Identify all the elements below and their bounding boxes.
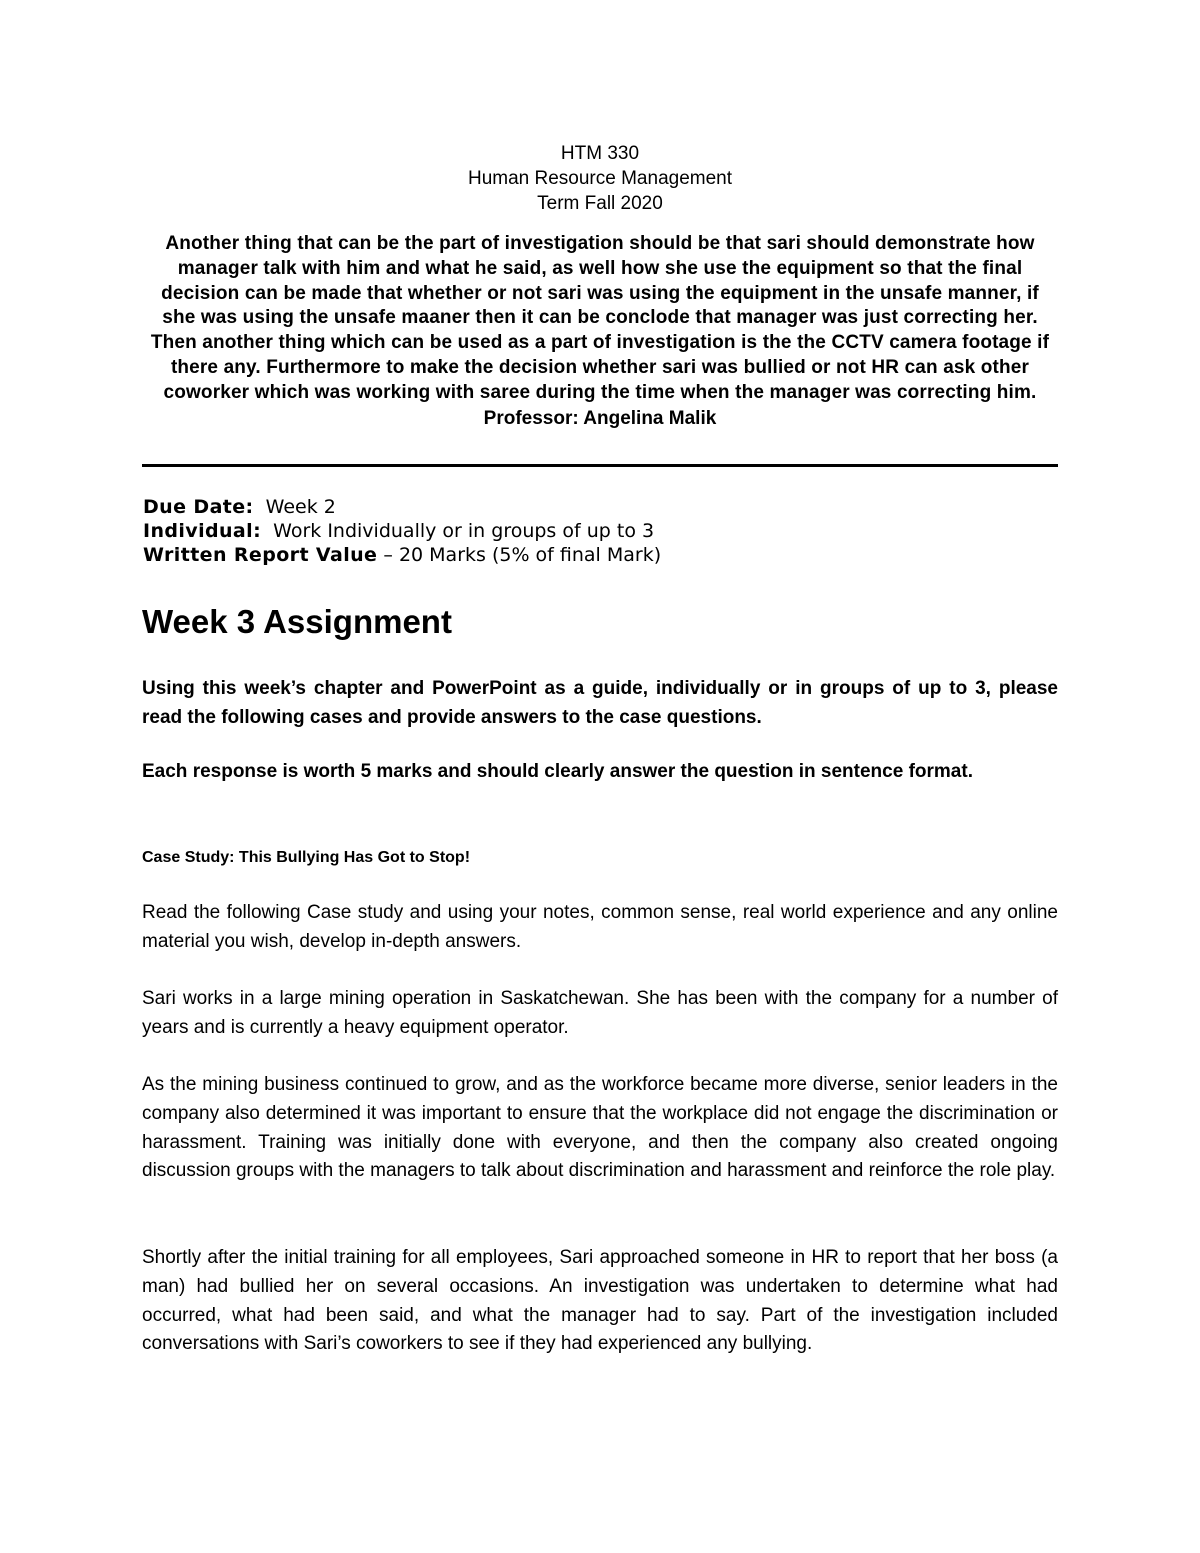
due-date-line <box>143 495 1059 519</box>
course-code: HTM 330 <box>560 143 640 164</box>
course-name: Human Resource Management <box>467 168 733 189</box>
due-date-value: Week 2 <box>265 496 336 518</box>
header-divider <box>142 464 1058 467</box>
report-value-line <box>143 543 1059 567</box>
due-date-label: Due Date: <box>143 496 254 518</box>
document-header <box>142 141 1058 431</box>
case-paragraph-4: Shortly after the initial training for all employees, Sari approached someone in HR to report that her boss (a man) had bullied her on several occasions. An investigation was undertaken to determine what had occurred, what had been said, and what the manager had to say. Part of the investigation included conversations with Sari’s coworkers to see if they had experienced any bullying. <box>142 1247 1058 1355</box>
assignment-instructions: Using this week’s chapter and PowerPoint as a guide, individually or in groups of up to 3, please read the following cases and provide answers to the case questions. <box>142 678 1058 728</box>
case-study-heading: Case Study: This Bullying Has Got to Stop! <box>142 849 471 866</box>
assignment-meta <box>143 495 1059 567</box>
case-paragraph-3: As the mining business continued to grow, and as the workforce became more diverse, senior leaders in the company also determined it was important to ensure that the workplace did not engage the discrimination or harassment. Training was initially done with everyone, and then the company also created ongoing discussion groups with the managers to talk about discrimination and harassment and reinforce the role play. <box>142 1074 1058 1182</box>
term: Term Fall 2020 <box>537 193 663 214</box>
report-value-value: – 20 Marks (5% of final Mark) <box>383 544 662 566</box>
professor: Professor: Angelina Malik <box>483 407 717 429</box>
individual-line <box>143 519 1059 543</box>
case-paragraph-1: Read the following Case study and using your notes, common sense, real world experience and any online material you wish, develop in-depth answers. <box>142 902 1058 952</box>
individual-label: Individual: <box>143 520 262 542</box>
assignment-title: Week 3 Assignment <box>142 603 452 640</box>
inserted-paragraph: Another thing that can be the part of investigation should be that sari should demonstrate how manager talk with him and what he said, as well how she use the equipment so that the final decision can be made that whether or not sari was using the equipment in the unsafe manner, if she was using the unsafe maaner then it can be conclode that manager was just correcting her. Then another thing which can be used as a part of investigation is the the CCTV camera footage if there any. Furthermore to make the decision whether sari was bullied or not HR can ask other coworker which was working with saree during the time when the manager was correcting him. <box>150 233 1050 403</box>
case-paragraph-2: Sari works in a large mining operation in Saskatchewan. She has been with the company for a number of years and is currently a heavy equipment operator. <box>142 988 1058 1038</box>
individual-value: Work Individually or in groups of up to 3 <box>273 520 655 542</box>
assignment-marking: Each response is worth 5 marks and should clearly answer the question in sentence format. <box>142 761 973 782</box>
report-value-label: Written Report Value <box>143 544 378 566</box>
